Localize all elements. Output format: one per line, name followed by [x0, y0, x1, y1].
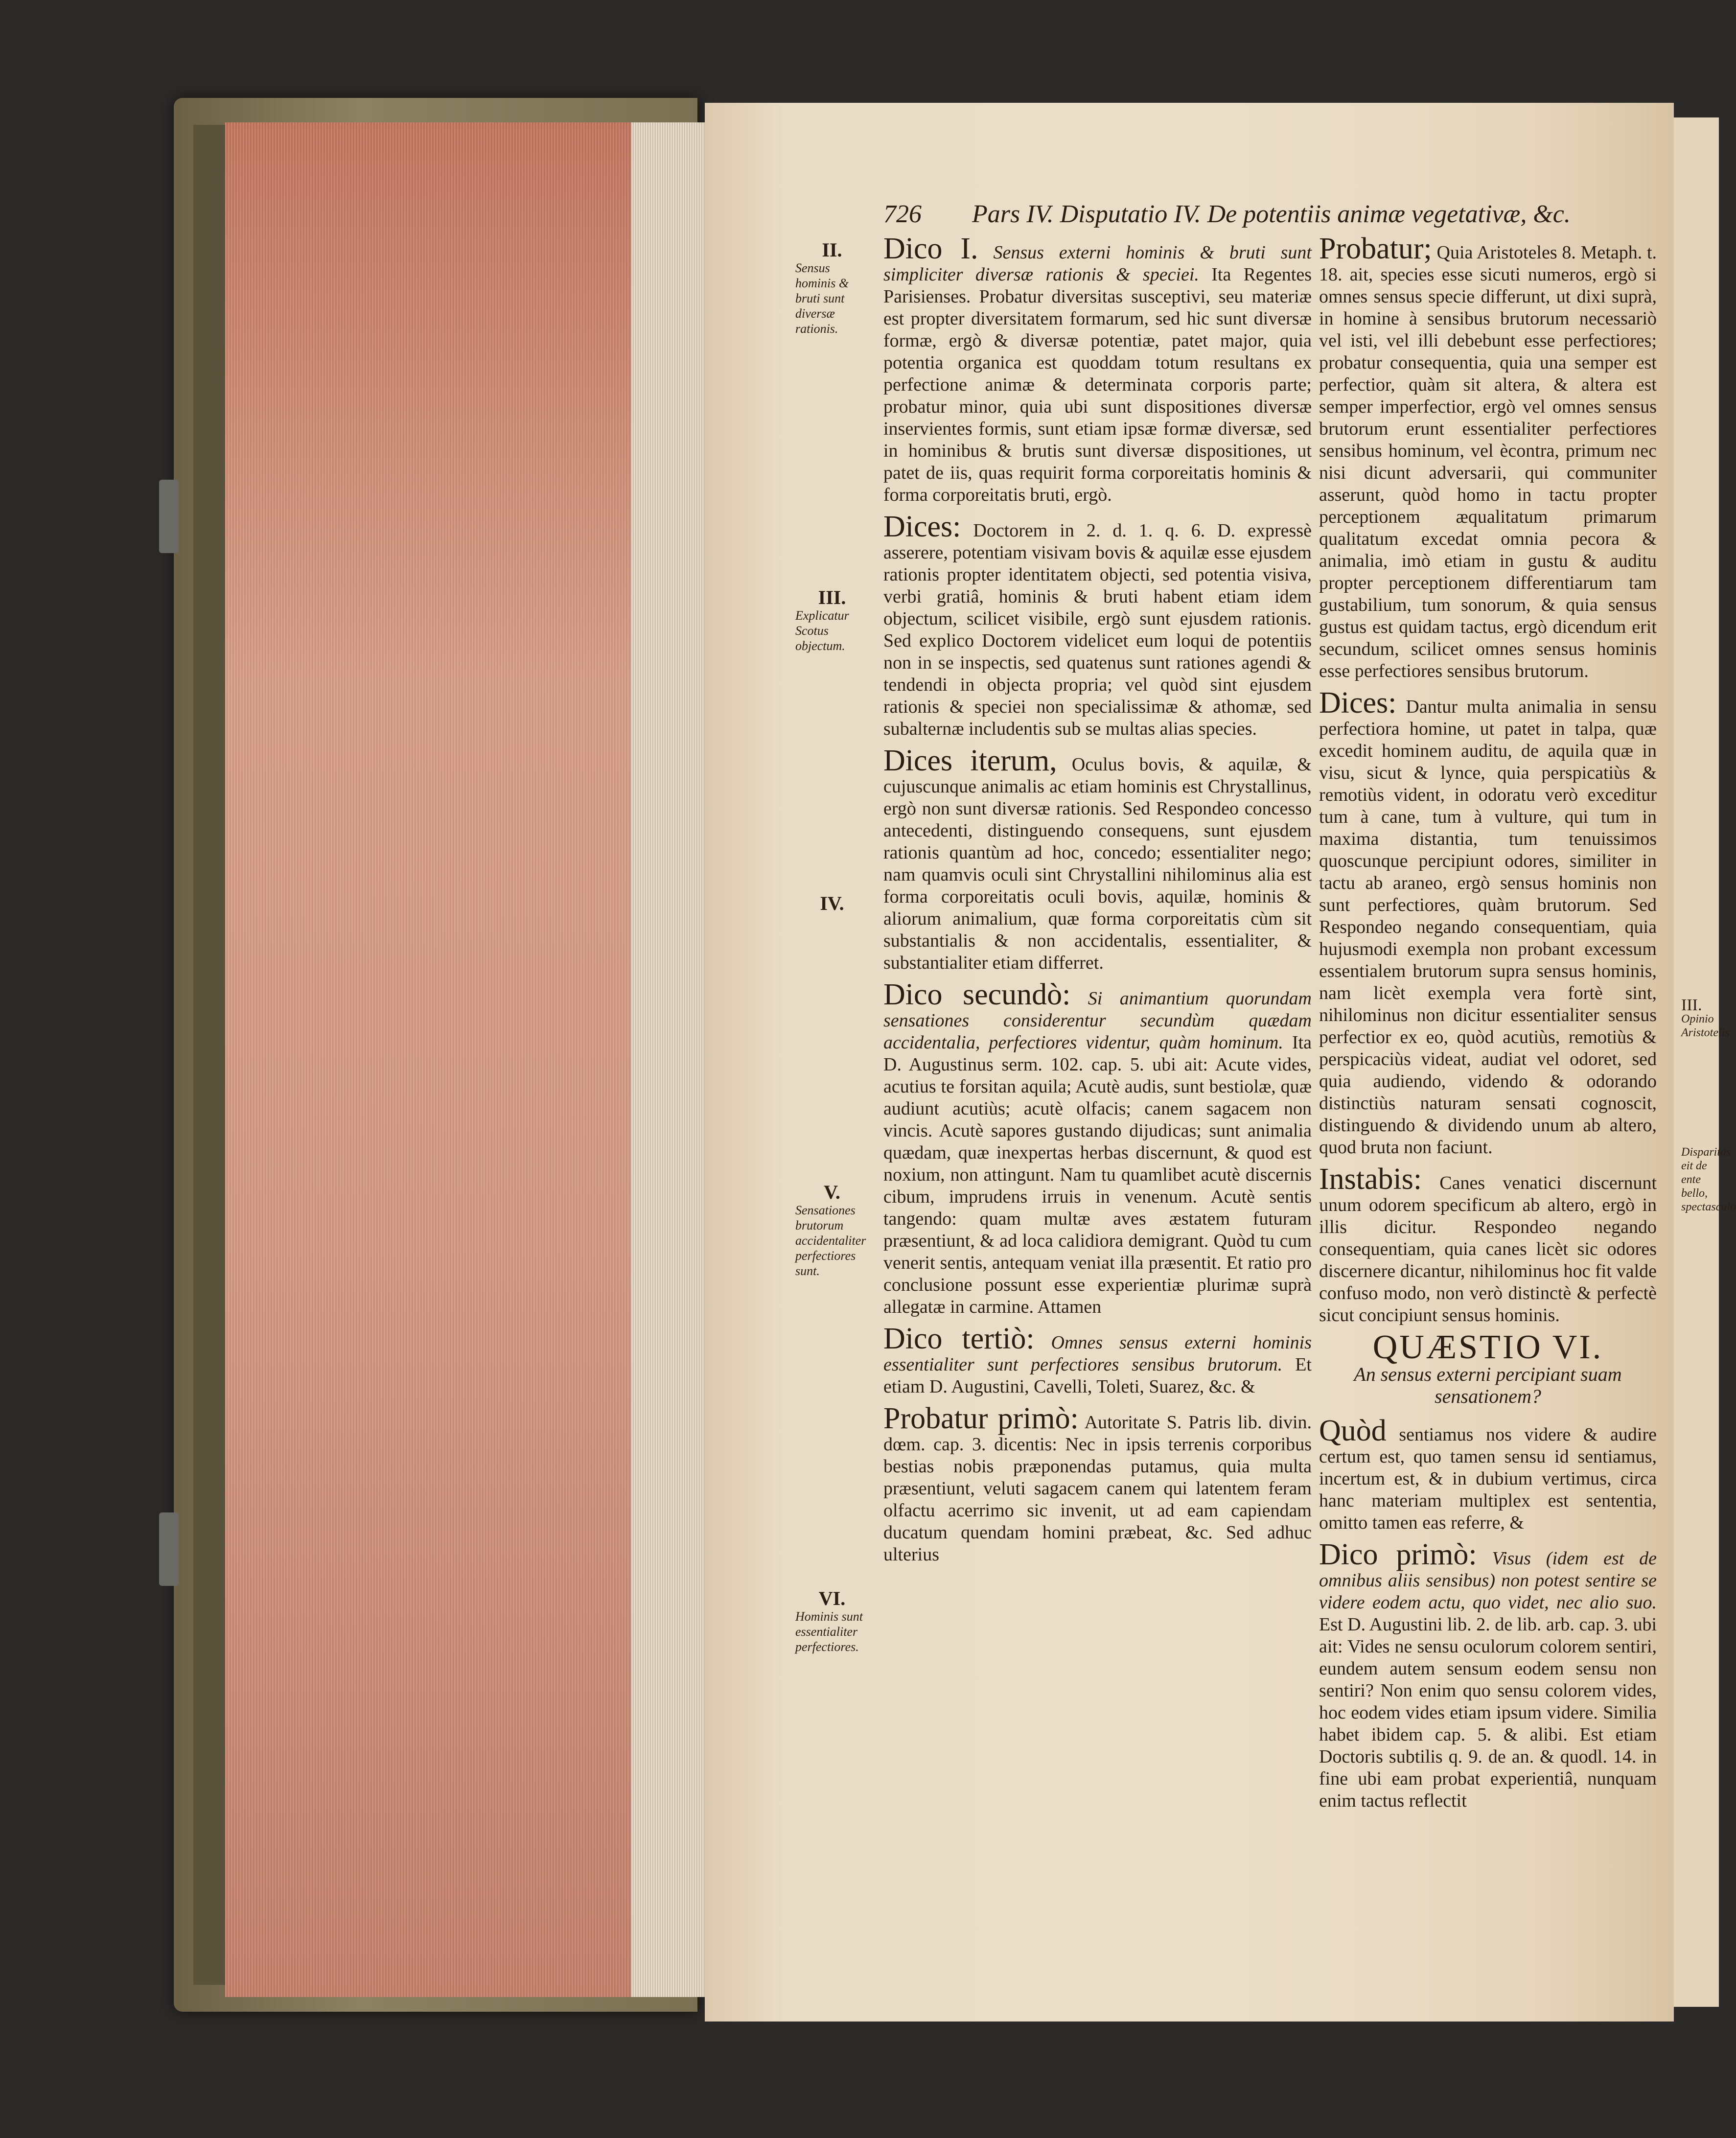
quaestio-title: QUÆSTIO VI. [1372, 1328, 1603, 1366]
clasp-top [159, 480, 179, 553]
running-title: Pars IV. Disputatio IV. De potentiis animæ vegetativæ, &c. [972, 200, 1571, 228]
running-head [883, 200, 1647, 229]
page-number: 726 [883, 200, 922, 228]
right-margin-note-2: Disparitas eit de ente bello, spectasculo [1681, 1146, 1736, 1213]
paragraph: Dico secundò: Si animantium quorundam sensationes considerentur secundùm quædam accidentalia, perfectiores videntur, quàm hominum. Ita D. Augustinus serm. 102. cap. 5. ubi ait: Acute vides, acutius te forsitan aquila; Acutè audis, sunt bestiolæ, quæ audiunt acutiùs; acutè olfacis; canem sagacem non vincis. Acutè sapores gustando dijudicas; sunt animalia quædam, quæ inexpertas herbas discernunt, & quod est noxium, non attingunt. Nam tu quamlibet acutè discernis cibum, imprudens irruis in venenum. Acutè sentis tangendo: quam multæ aves æstatem futuram præsentiunt, & ad loca calidiora demigrant. Quòd tu cum venerit sentis, antequam veniat illa præsentit. Et ratio pro conclusione possunt esse experientiæ plurimæ suprà allegatæ in carmine. Attamen [883, 978, 1312, 1317]
margin-note-3: III. Explicatur Scotus objectum. [795, 586, 849, 653]
paragraph: Quòd sentiamus nos videre & audire certum est, quo tamen sensu id sentiamus, incertum est, & in dubium vertimus, circa hanc materiam multiplex est sententia, omitto tamen eas referre, & [1319, 1414, 1657, 1533]
paragraph: Dico primò: Visus (idem est de omnibus aliis sensibus) non potest sentire se videre eodem actu, quo videt, nec alio suo. Est D. Augustini lib. 2. de lib. arb. cap. 3. ubi ait: Vides ne sensu oculorum colorem sentiri, eundem autem sensum eodem sensu non sentiri? Non enim quo sensu colorem vides, hoc eodem vides etiam ipsum videre. Similia habet ibidem cap. 5. & alibi. Est etiam Doctoris subtilis q. 9. de an. & quodl. 14. in fine ubi eam probat experientiâ, nunquam enim tactus reflectit [1319, 1538, 1657, 1811]
paragraph: Probatur primò: Autoritate S. Patris lib. divin. dœm. cap. 3. dicentis: Nec in ipsis terrenis corporibus bestias nobis præponendas putamus, quia multa præsentiunt, veluti sagacem canem qui latentem feram olfactu acerrimo sic invenit, ut ad eam capiendam ducatum quendam homini præbeat, &c. Sed adhuc ulterius [883, 1402, 1312, 1565]
right-margin-note-1: III. Opinio Aristotelis [1681, 996, 1730, 1039]
paragraph: Dices iterum, Oculus bovis, & aquilæ, & cujuscunque animalis ac etiam hominis est Chrystallinus, ergò non sunt diversæ rationis. Sed Respondeo concesso antecedenti, distinguendo consequens, sunt ejusdem rationis quantùm ad hoc, concedo; essentialiter nego; nam quamvis oculi sint Chrystallini nihilominus alia est forma corporeitatis oculi bovis, aquilæ, hominis & aliorum animalium, quæ forma corporeitatis cùm sit substantialis & non accidentalis, essentialiter, & substantialiter etiam differret. [883, 744, 1312, 973]
quaestio-subtitle: An sensus externi percipiant suam sensationem? [1354, 1363, 1622, 1407]
paragraph: Dices: Doctorem in 2. d. 1. q. 6. D. expressè asserere, potentiam visivam bovis & aquilæ esse ejusdem rationis propter identitatem objecti, sed potentia visiva, verbi gratiâ, hominis & bruti habent etiam idem objectum, scilicet visibile, ergò sunt ejusdem rationis. Sed explico Doctorem videlicet eum loqui de potentiis non in se inspectis, sed quatenus sunt rationes agendi & tendendi in objecta propria; vel quòd sint ejusdem rationis & speciei non specialissimæ & athomæ, sed subalternæ includentis sub se multas alias species. [883, 510, 1312, 739]
paragraph: Dico I. Sensus externi hominis & bruti sunt simpliciter diversæ rationis & speciei. Ita Regentes Parisienses. Probatur diversitas susceptivi, seu materiæ est propter diversitatem formarum, sed hic sunt diversæ formæ, ergò & diversæ potentiæ, patet major, quia potentia organica est quoddam totum resultans ex perfectione animæ & determinata corporis parte; probatur minor, quia ubi sunt dispositiones diversæ inservientes formis, sunt etiam ipsæ formæ diversæ, sed in hominibus & brutis sunt diversæ dispositiones, ut patet de iis, quas requirit forma corporeitatis hominis & forma corporeitatis bruti, ergò. [883, 232, 1312, 505]
margin-note-6: VI. Hominis sunt essentialiter perfectiores. [795, 1587, 863, 1654]
paragraph: Instabis: Canes venatici discernunt unum odorem specificum ab altero, ergò in illis dicitur. Respondeo negando consequentiam, quia canes licèt sic odores discernere dicantur, nihilominus hoc fit valde confuso modo, non verò distinctè & perfectè sicut concipiunt sensus hominis. [1319, 1162, 1657, 1325]
text-column-left [883, 232, 1312, 1948]
clasp-bottom [159, 1512, 179, 1586]
paragraph: Dices: Dantur multa animalia in sensu perfectiora homine, ut patet in talpa, quæ excedit hominem auditu, de aquila quæ in visu, sicut & lynce, quia perspicatiùs & remotiùs vident, in odoratu verò exceditur tum à cane, tum à vulture, qui tum in maxima distantia, tum tenuissimos quoscunque percipiunt odores, similiter in tactu ab araneo, ergò sensus hominis non sunt perfectiores, quàm brutorum. Sed Respondeo negando consequentiam, quia hujusmodi exempla non probant excessum essentialem brutorum supra sensus hominis, nam licèt exempla vera fortè sint, nihilominus non dicitur essentialiter sensus perfectior ex eo, quòd acutiùs, remotiùs & perspicaciùs videat, audiat vel odoret, sed quia audiendo, videndo & odorando distinctiùs naturam sensati cognoscit, distinguendo & dividendo unum ab altero, quod bruta non faciunt. [1319, 686, 1657, 1158]
page-edges-inner [631, 122, 707, 1997]
margin-note-4: IV. [820, 892, 844, 914]
paragraph: Dico tertiò: Omnes sensus externi hominis essentialiter sunt perfectiores sensibus brutorum. Et etiam D. Augustini, Cavelli, Toleti, Suarez, &c. & [883, 1322, 1312, 1397]
margin-note-2: II. Sensus hominis & bruti sunt diversæ rationis. [795, 239, 849, 336]
facing-page-edge [1674, 117, 1736, 2007]
paragraph: Probatur; Quia Aristoteles 8. Metaph. t. 18. ait, species esse sicuti numeros, ergò si omnes sensus specie differunt, ut dixi suprà, in homine à sensibus brutorum necessariò vel isti, vel illi debebunt esse perfectiores; probatur consequentia, quia una semper est perfectior, quàm sit altera, & altera est semper imperfectior, ergò vel omnes sensus brutorum erunt essentialiter perfectiores sensibus hominum, vel ècontra, primum nec nisi dicunt adversarii, qui communiter asserunt, quòd homo in tactu propter perceptionem æqualitatum primarum qualitatum excedat omnia pecora & animalia, imò etiam in gustu & auditu propter perceptionem differentiarum tam gustabilium, tum sonorum, & quia sensus gustus est quidam tactus, ergò dicendum erit secundum, scilicet omnes sensus hominis esse perfectiores sensibus brutorum. [1319, 232, 1657, 681]
margin-note-5: V. Sensationes brutorum accidentaliter perfectiores sunt. [795, 1181, 866, 1278]
text-column-right [1319, 232, 1657, 1948]
